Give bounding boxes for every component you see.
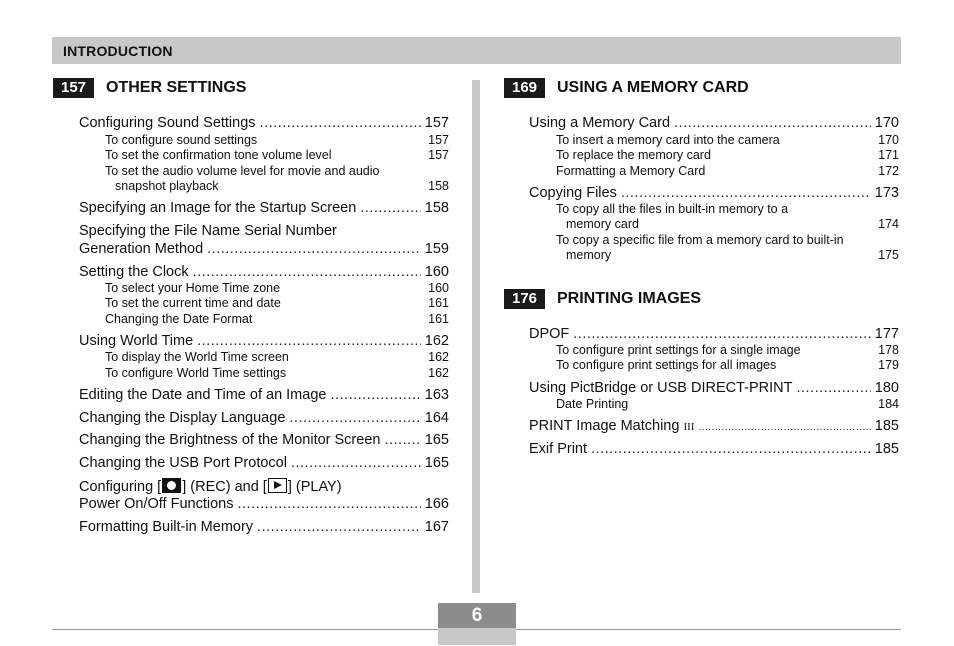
header-bar <box>52 37 901 64</box>
toc-entry[interactable]: Changing the Brightness of the Monitor Screen ..... 165 <box>79 432 449 448</box>
page-number: 6 <box>438 603 516 628</box>
camera-icon <box>162 478 181 493</box>
toc-subentry[interactable]: memory 175 <box>566 248 899 262</box>
toc-subentry[interactable]: To configure print settings for all images 179 <box>556 358 899 372</box>
section-title: OTHER SETTINGS <box>106 79 247 96</box>
section-page-badge: 157 <box>53 78 94 98</box>
section-header-memory-card <box>504 78 901 98</box>
toc-subentry[interactable]: To copy a specific file from a memory card to built-in <box>556 233 844 247</box>
toc-entry[interactable]: Configuring Sound Settings ..... 157 <box>79 115 449 131</box>
toc-subentry[interactable]: To select your Home Time zone 160 <box>105 281 449 295</box>
toc-subentry[interactable]: To display the World Time screen 162 <box>105 350 449 364</box>
play-icon <box>268 478 287 493</box>
toc-subentry[interactable]: Formatting a Memory Card 172 <box>556 164 899 178</box>
toc-entry[interactable]: Changing the Display Language ..... 164 <box>79 410 449 426</box>
section-title: USING A MEMORY CARD <box>557 79 749 96</box>
toc-subentry[interactable]: To configure World Time settings 162 <box>105 366 449 380</box>
toc-entry[interactable]: Changing the USB Port Protocol ..... 165 <box>79 455 449 471</box>
toc-subentry[interactable]: To set the audio volume level for movie and audio <box>105 164 380 178</box>
toc-entry[interactable]: Power On/Off Functions ..... 166 <box>79 496 449 512</box>
toc-entry-line[interactable]: Configuring [ ] (REC) and [ ] (PLAY) <box>79 479 342 495</box>
section-title: PRINTING IMAGES <box>557 290 702 307</box>
toc-entry[interactable]: Setting the Clock ..... 160 <box>79 264 449 280</box>
toc-entry[interactable]: Formatting Built-in Memory ..... 167 <box>79 519 449 535</box>
toc-subentry[interactable]: To set the confirmation tone volume level 157 <box>105 148 449 162</box>
toc-subentry[interactable]: To configure print settings for a single image 178 <box>556 343 899 357</box>
toc-entry[interactable]: PRINT Image Matching III ..... 185 <box>529 418 899 434</box>
column-divider <box>472 80 480 593</box>
toc-subentry[interactable]: To copy all the files in built-in memory to a <box>556 202 789 216</box>
toc-entry[interactable]: Generation Method ..... 159 <box>79 241 449 257</box>
toc-subentry[interactable]: memory card 174 <box>566 217 899 231</box>
toc-entry[interactable]: Editing the Date and Time of an Image ..... 163 <box>79 387 449 403</box>
toc-entry-line[interactable]: Specifying the File Name Serial Number <box>79 223 337 239</box>
toc-subentry[interactable]: Changing the Date Format 161 <box>105 312 449 326</box>
section-page-badge: 169 <box>504 78 545 98</box>
toc-entry[interactable]: Specifying an Image for the Startup Screen ..... 158 <box>79 200 449 216</box>
toc-subentry[interactable]: To insert a memory card into the camera 170 <box>556 133 899 147</box>
toc-subentry[interactable]: To set the current time and date 161 <box>105 296 449 310</box>
section-page-badge: 176 <box>504 289 545 309</box>
toc-entry[interactable]: DPOF ..... 177 <box>529 326 899 342</box>
toc-subentry[interactable]: snapshot playback 158 <box>115 179 449 193</box>
toc-subentry[interactable]: Date Printing 184 <box>556 397 899 411</box>
toc-entry[interactable]: Using World Time ..... 162 <box>79 333 449 349</box>
toc-entry[interactable]: Copying Files ..... 173 <box>529 185 899 201</box>
toc-entry[interactable]: Using PictBridge or USB DIRECT-PRINT ..... 180 <box>529 380 899 396</box>
section-header-printing-images <box>504 289 901 309</box>
toc-entry[interactable]: Using a Memory Card ..... 170 <box>529 115 899 131</box>
toc-subentry[interactable]: To configure sound settings 157 <box>105 133 449 147</box>
toc-entry[interactable]: Exif Print ..... 185 <box>529 441 899 457</box>
toc-subentry[interactable]: To replace the memory card 171 <box>556 148 899 162</box>
section-header-other-settings <box>53 78 453 98</box>
header-title: INTRODUCTION <box>63 43 173 59</box>
